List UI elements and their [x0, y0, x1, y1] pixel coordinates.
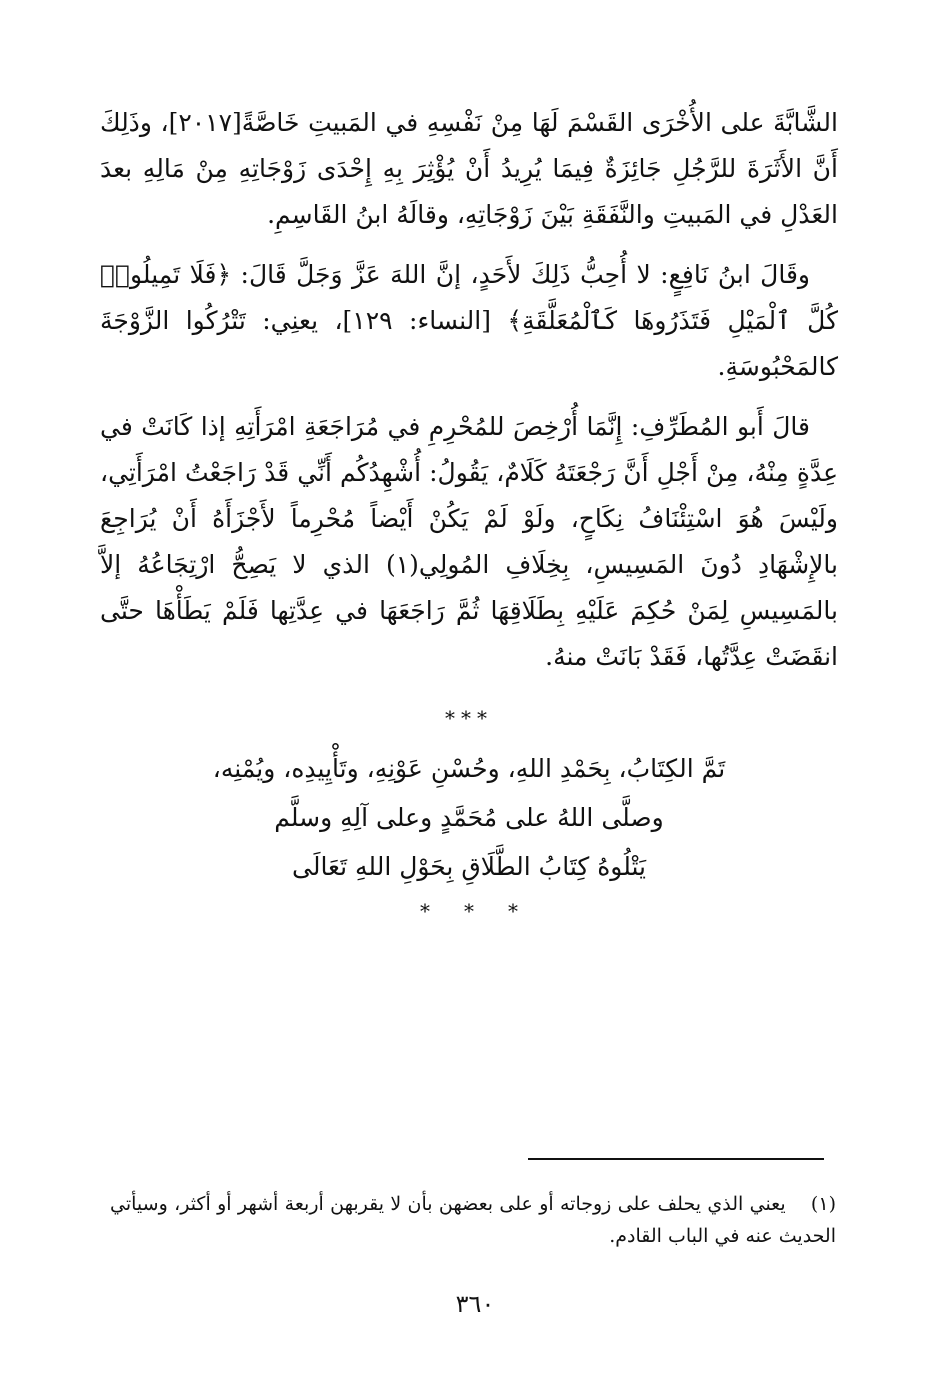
separator-bottom: ***	[420, 899, 552, 923]
colophon	[100, 744, 838, 891]
page-number: ٣٦٠	[455, 1290, 495, 1318]
paragraph-2: وقَالَ ابنُ نَافِعٍ: لا أُحِبُّ ذَلِكَ لأَحَدٍ، إنَّ اللهَ عَزَّ وَجَلَّ قَالَ: ﴿فَلَا تَمِيلُوا۟ كُلَّ ٱلْمَيْلِ فَتَذَرُوهَا كَٱلْمُعَلَّقَةِ﴾ [النساء: ١٢٩]، يعنِي: تَتْرُكُوا الزَّوْجَةَ كالمَحْبُوسَةِ.	[100, 260, 838, 381]
separator-top: ***	[445, 706, 493, 730]
colophon-line-2: وصلَّى اللهُ على مُحَمَّدٍ وعلى آلِهِ وسلَّم	[274, 803, 664, 832]
colophon-line-3: يَتْلُوهُ كِتَابُ الطَّلَاقِ بِحَوْلِ اللهِ تَعَالَى	[291, 852, 647, 881]
paragraph-1: الشَّابَّةَ على الأُخْرَى القَسْمَ لَهَا مِنْ نَفْسِهِ في المَبيتِ خَاصَّةً[٢٠١٧]، وذَلِكَ أَنَّ الأَثَرَةَ للرَّجُلِ جَائِزَةٌ فِيمَا يُرِيدُ أَنْ يُؤْثِرَ بِهِ إِحْدَى زَوْجَاتِهِ مِنْ مَالِهِ بعدَ العَدْلِ في المَبيتِ والنَّفَقَةِ بَيْنَ زَوْجَاتِهِ، وقالَهُ ابنُ القَاسِمِ.	[100, 108, 838, 229]
main-text	[100, 100, 838, 937]
colophon-line-1: تَمَّ الكِتَابُ، بِحَمْدِ اللهِ، وحُسْنِ عَوْنِهِ، وتَأْيِيدِه، ويُمْنِه،	[212, 754, 726, 783]
footnote	[110, 1188, 836, 1252]
footnote-divider	[528, 1158, 824, 1160]
paragraph-3: قالَ أَبو المُطَرِّفِ: إِنَّمَا أُرْخِصَ للمُحْرِمِ في مُرَاجَعَةِ امْرَأَتِهِ إذا كَانَتْ في عِدَّةٍ مِنْهُ، مِنْ أَجْلِ أَنَّ رَجْعَتَهُ كَلَامٌ، يَقُولُ: أُشْهِدُكُم أَنِّي قَدْ رَاجَعْتُ امْرَأَتِي، ولَيْسَ هُوَ اسْتِئْنَافُ نِكَاحٍ، ولَوْ لَمْ يَكُنْ أَيْضاً مُحْرِماً لأَجْزَأَهُ أَنْ يُرَاجِعَ بالإِشْهَادِ دُونَ المَسِيسِ، بِخِلَافِ المُولِي(١) الذي لا يَصِحُّ ارْتِجَاعُهُ إلاَّ بالمَسِيسِ لِمَنْ حُكِمَ عَلَيْهِ بِطَلَاقِهَا ثُمَّ رَاجَعَهَا في عِدَّتِها فَلَمْ يَطَأْهَا حتَّى انقَضَتْ عِدَّتُها، فَقَدْ بَانَتْ منهُ.	[100, 412, 839, 671]
footnote-number: (١)	[810, 1193, 836, 1215]
footnote-text: يعني الذي يحلف على زوجاته أو على بعضهن بأن لا يقربهن أربعة أشهر أو أكثر، وسيأتي الحديث عنه في الباب القادم.	[110, 1193, 836, 1247]
